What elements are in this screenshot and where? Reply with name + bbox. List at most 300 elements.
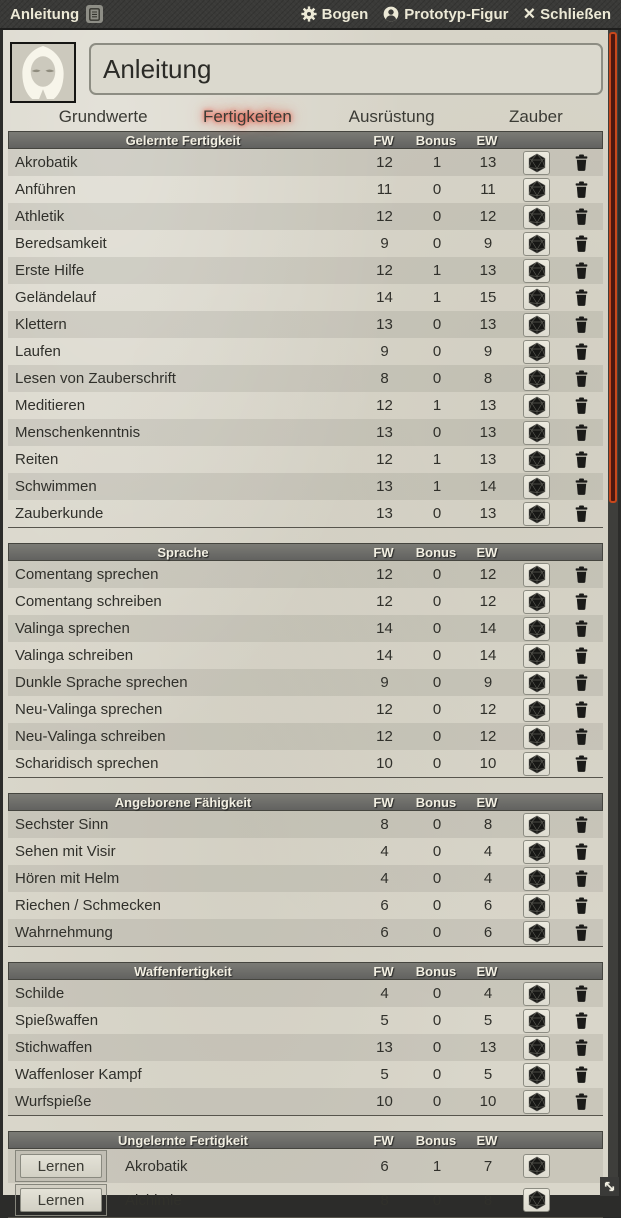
learn-cell xyxy=(15,1150,107,1182)
skill-ew: 9 xyxy=(483,674,493,691)
learn-button[interactable]: Lernen xyxy=(20,1188,102,1212)
skill-row xyxy=(8,838,603,865)
delete-skill-button[interactable] xyxy=(572,1092,592,1111)
d20-die-icon xyxy=(527,700,547,720)
skill-name: Stichwaffen xyxy=(15,1039,93,1056)
skill-ew: 12 xyxy=(479,208,497,225)
roll-die-button[interactable] xyxy=(523,340,550,364)
col-ew: EW xyxy=(476,963,498,979)
tab-grundwerte[interactable] xyxy=(31,107,175,127)
delete-skill-button[interactable] xyxy=(572,619,592,638)
roll-die-button[interactable] xyxy=(523,367,550,391)
skill-fw: 4 xyxy=(380,843,389,860)
skill-fw: 11 xyxy=(376,181,393,198)
skill-fw: 13 xyxy=(376,316,393,333)
roll-die-button[interactable] xyxy=(523,502,550,526)
tab-label: Ausrüstung xyxy=(348,107,435,126)
skill-row xyxy=(8,1007,603,1034)
delete-skill-button[interactable] xyxy=(572,923,592,942)
titlebar-menu xyxy=(301,3,611,25)
untrained-skill-row xyxy=(8,1149,603,1183)
skill-row xyxy=(8,1034,603,1061)
col-ew: EW xyxy=(476,544,498,560)
roll-die-button[interactable] xyxy=(523,1154,550,1178)
skill-fw: 14 xyxy=(376,289,393,306)
skill-bonus: 0 xyxy=(432,566,442,583)
d20-die-icon xyxy=(527,869,547,889)
skill-name: Neu-Valinga schreiben xyxy=(15,728,166,745)
skill-bonus: 1 xyxy=(432,478,442,495)
roll-die-button[interactable] xyxy=(523,725,550,749)
roll-die-button[interactable] xyxy=(523,671,550,695)
tab-zauber[interactable] xyxy=(464,107,608,127)
roll-die-button[interactable] xyxy=(523,894,550,918)
skill-fw: 10 xyxy=(376,755,393,772)
roll-die-button[interactable] xyxy=(523,1063,550,1087)
trash-icon xyxy=(574,154,589,171)
skill-bonus: 0 xyxy=(432,985,442,1002)
d20-die-icon xyxy=(527,234,547,254)
skill-ew: 4 xyxy=(483,870,493,887)
skill-row xyxy=(8,500,603,527)
delete-skill-button[interactable] xyxy=(572,288,592,307)
tab-ausr-stung[interactable] xyxy=(320,107,464,127)
skill-fw: 12 xyxy=(376,593,393,610)
skill-ew: 13 xyxy=(479,154,497,171)
roll-die-button[interactable] xyxy=(523,752,550,776)
delete-skill-button[interactable] xyxy=(572,984,592,1003)
skill-row xyxy=(8,696,603,723)
delete-skill-button[interactable] xyxy=(572,869,592,888)
skill-ew: 14 xyxy=(479,478,497,495)
skill-bonus: 1 xyxy=(432,289,442,306)
roll-die-button[interactable] xyxy=(523,698,550,722)
table-rows xyxy=(8,811,603,946)
trash-icon xyxy=(574,289,589,306)
roll-die-button[interactable] xyxy=(523,259,550,283)
skill-name: Hören mit Helm xyxy=(15,870,120,887)
trash-icon xyxy=(574,316,589,333)
skill-ew: 12 xyxy=(479,566,497,583)
delete-skill-button[interactable] xyxy=(572,450,592,469)
delete-skill-button[interactable] xyxy=(572,396,592,415)
tab-label: Zauber xyxy=(508,107,563,126)
col-fw: FW xyxy=(373,794,394,810)
col-bonus: Bonus xyxy=(415,794,457,810)
skill-name: Anführen xyxy=(15,181,76,198)
skill-name: Athletik xyxy=(15,208,65,225)
tab-label: Fertigkeiten xyxy=(202,107,292,126)
delete-skill-button[interactable] xyxy=(572,646,592,665)
delete-skill-button[interactable] xyxy=(572,727,592,746)
menu-label: Bogen xyxy=(321,5,369,23)
trash-icon xyxy=(574,505,589,522)
skill-ew: 14 xyxy=(479,620,497,637)
skill-row xyxy=(8,419,603,446)
delete-skill-button[interactable] xyxy=(572,842,592,861)
d20-die-icon xyxy=(527,315,547,335)
skill-ew: 13 xyxy=(479,424,497,441)
menu-label: Schließen xyxy=(540,5,611,23)
skill-ew: 10 xyxy=(479,1093,497,1110)
d20-die-icon xyxy=(527,923,547,943)
skill-bonus: 0 xyxy=(432,370,442,387)
skill-row xyxy=(8,1088,603,1115)
delete-skill-button[interactable] xyxy=(572,234,592,253)
skill-row xyxy=(8,723,603,750)
col-bonus: Bonus xyxy=(415,544,457,560)
trash-icon xyxy=(574,181,589,198)
col-fw: FW xyxy=(373,132,394,148)
skill-name: Menschenkenntnis xyxy=(15,424,141,441)
skill-fw: 13 xyxy=(376,424,393,441)
skill-bonus: 0 xyxy=(432,897,442,914)
skill-ew: 5 xyxy=(483,1066,493,1083)
skill-bonus: 0 xyxy=(432,728,442,745)
delete-skill-button[interactable] xyxy=(572,700,592,719)
trash-icon xyxy=(574,728,589,745)
trash-icon xyxy=(574,985,589,1002)
roll-die-button[interactable] xyxy=(523,1036,550,1060)
skill-ew: 6 xyxy=(483,924,493,941)
skill-name: Schilde xyxy=(15,985,65,1002)
skill-table xyxy=(8,793,603,947)
skill-row xyxy=(8,446,603,473)
untrained-rows xyxy=(8,1149,603,1217)
skill-name: Riechen / Schmecken xyxy=(15,897,161,914)
d20-die-icon xyxy=(527,619,547,639)
trash-icon xyxy=(574,208,589,225)
d20-die-icon xyxy=(527,423,547,443)
menu-label: Prototyp-Figur xyxy=(404,5,509,23)
delete-skill-button[interactable] xyxy=(572,180,592,199)
d20-die-icon xyxy=(527,1011,547,1031)
col-ew: EW xyxy=(476,1132,498,1148)
roll-die-button[interactable] xyxy=(523,644,550,668)
skill-fw: 8 xyxy=(380,370,389,387)
trash-icon xyxy=(574,397,589,414)
skill-name: Dunkle Sprache sprechen xyxy=(15,674,188,691)
roll-die-button[interactable] xyxy=(523,232,550,256)
roll-die-button[interactable] xyxy=(523,448,550,472)
skill-bonus: 0 xyxy=(432,1012,442,1029)
d20-die-icon xyxy=(527,727,547,747)
skill-ew: 13 xyxy=(479,262,497,279)
tab-fertigkeiten[interactable] xyxy=(175,107,319,127)
skill-ew: 4 xyxy=(483,843,493,860)
skill-fw: 6 xyxy=(380,924,389,941)
roll-die-button[interactable] xyxy=(523,178,550,202)
skill-name: Comentang sprechen xyxy=(15,566,159,583)
skill-bonus: 0 xyxy=(432,870,442,887)
skill-table xyxy=(8,543,603,778)
skill-name: Alchimie xyxy=(125,1191,182,1209)
delete-skill-button[interactable] xyxy=(572,1038,592,1057)
delete-skill-button[interactable] xyxy=(572,207,592,226)
delete-skill-button[interactable] xyxy=(572,153,592,172)
col-ew: EW xyxy=(476,132,498,148)
skill-bonus: 0 xyxy=(432,181,442,198)
skill-row xyxy=(8,149,603,176)
skill-fw: 6 xyxy=(380,897,389,914)
skill-fw: 13 xyxy=(376,1039,393,1056)
delete-skill-button[interactable] xyxy=(572,369,592,388)
skill-bonus: 0 xyxy=(432,505,442,522)
skill-fw: 13 xyxy=(376,478,393,495)
skill-name: Comentang schreiben xyxy=(15,593,162,610)
skill-row xyxy=(8,615,603,642)
skill-fw: 12 xyxy=(376,154,393,171)
delete-skill-button[interactable] xyxy=(572,673,592,692)
skill-bonus: 1 xyxy=(432,451,442,468)
table-title: Angeborene Fähigkeit xyxy=(114,794,252,810)
resize-arrows-icon xyxy=(602,1179,617,1194)
roll-die-button[interactable] xyxy=(523,475,550,499)
skill-row xyxy=(8,865,603,892)
skill-ew: 13 xyxy=(479,451,497,468)
trash-icon xyxy=(574,1066,589,1083)
delete-skill-button[interactable] xyxy=(572,592,592,611)
skill-name: Wahrnehmung xyxy=(15,924,113,941)
book-icon[interactable] xyxy=(86,5,103,23)
col-bonus: Bonus xyxy=(415,963,457,979)
d20-die-icon xyxy=(527,342,547,362)
skill-bonus: 0 xyxy=(432,235,442,252)
d20-die-icon xyxy=(527,673,547,693)
skill-bonus: 0 xyxy=(432,701,442,718)
roll-die-button[interactable] xyxy=(523,867,550,891)
roll-die-button[interactable] xyxy=(523,286,550,310)
d20-die-icon xyxy=(527,396,547,416)
skill-fw: 5 xyxy=(380,1066,389,1083)
col-bonus: Bonus xyxy=(415,1132,457,1148)
skill-row xyxy=(8,919,603,946)
roll-die-button[interactable] xyxy=(523,394,550,418)
skill-ew: 13 xyxy=(479,505,497,522)
table-title: Ungelernte Fertigkeit xyxy=(117,1132,249,1148)
skill-bonus: 0 xyxy=(432,1039,442,1056)
delete-skill-button[interactable] xyxy=(572,423,592,442)
delete-skill-button[interactable] xyxy=(572,815,592,834)
skill-name: Spießwaffen xyxy=(15,1012,99,1029)
d20-die-icon xyxy=(527,565,547,585)
col-fw: FW xyxy=(373,963,394,979)
delete-skill-button[interactable] xyxy=(572,315,592,334)
skill-fw: 9 xyxy=(380,235,389,252)
trash-icon xyxy=(574,566,589,583)
skill-row xyxy=(8,257,603,284)
table-header xyxy=(8,962,603,980)
skill-fw: 10 xyxy=(376,1093,393,1110)
skill-fw: 12 xyxy=(376,728,393,745)
trash-icon xyxy=(574,1039,589,1056)
skill-name: Neu-Valinga sprechen xyxy=(15,701,163,718)
skill-name: Valinga sprechen xyxy=(15,620,130,637)
trash-icon xyxy=(574,343,589,360)
window-title: Anleitung xyxy=(10,5,80,23)
trash-icon xyxy=(574,235,589,252)
trash-icon xyxy=(574,478,589,495)
character-avatar[interactable] xyxy=(10,42,76,103)
untrained-skill-row xyxy=(8,1183,603,1217)
table-title: Waffenfertigkeit xyxy=(134,963,232,979)
character-name-input[interactable] xyxy=(89,43,603,95)
d20-die-icon xyxy=(527,369,547,389)
d20-die-icon xyxy=(527,504,547,524)
d20-die-icon xyxy=(527,288,547,308)
skill-bonus: 0 xyxy=(432,1066,442,1083)
skill-ew: 9 xyxy=(483,235,493,252)
skill-ew: 6 xyxy=(483,897,493,914)
skill-table xyxy=(8,131,603,528)
table-header xyxy=(8,543,603,561)
delete-skill-button[interactable] xyxy=(572,565,592,584)
d20-die-icon xyxy=(527,450,547,470)
d20-die-icon xyxy=(527,1156,547,1176)
delete-skill-button[interactable] xyxy=(572,1011,592,1030)
roll-die-button[interactable] xyxy=(523,921,550,945)
tabs xyxy=(3,106,608,128)
skill-name: Klettern xyxy=(15,316,67,333)
skill-bonus: 0 xyxy=(432,316,442,333)
skill-ew: 8 xyxy=(483,1191,493,1209)
learn-button[interactable]: Lernen xyxy=(20,1154,102,1178)
trash-icon xyxy=(574,870,589,887)
skill-fw: 8 xyxy=(380,816,389,833)
skill-name: Erste Hilfe xyxy=(15,262,85,279)
skill-bonus: 1 xyxy=(432,154,442,171)
d20-die-icon xyxy=(527,815,547,835)
skill-name: Scharidisch sprechen xyxy=(15,755,159,772)
skill-ew: 10 xyxy=(479,755,497,772)
d20-die-icon xyxy=(527,1065,547,1085)
roll-die-button[interactable] xyxy=(523,813,550,837)
table-title: Sprache xyxy=(157,544,209,560)
skill-name: Akrobatik xyxy=(15,154,78,171)
d20-die-icon xyxy=(527,896,547,916)
delete-skill-button[interactable] xyxy=(572,754,592,773)
menu-item-figure[interactable] xyxy=(383,6,508,23)
trash-icon xyxy=(574,370,589,387)
tab-label: Grundwerte xyxy=(58,107,148,126)
person-icon xyxy=(383,6,399,22)
close-icon: × xyxy=(523,3,536,25)
roll-die-button[interactable] xyxy=(523,151,550,175)
roll-die-button[interactable] xyxy=(523,590,550,614)
skill-fw: 12 xyxy=(376,701,393,718)
skill-ew: 4 xyxy=(483,985,493,1002)
skill-row xyxy=(8,588,603,615)
skill-ew: 15 xyxy=(479,289,497,306)
titlebar xyxy=(0,0,621,30)
skill-row xyxy=(8,311,603,338)
trash-icon xyxy=(574,816,589,833)
roll-die-button[interactable] xyxy=(523,1090,550,1114)
d20-die-icon xyxy=(527,180,547,200)
skill-name: Sehen mit Visir xyxy=(15,843,116,860)
skill-name: Lesen von Zauberschrift xyxy=(15,370,176,387)
d20-die-icon xyxy=(527,153,547,173)
skill-row xyxy=(8,365,603,392)
trash-icon xyxy=(574,674,589,691)
skill-ew: 11 xyxy=(480,181,496,198)
trash-icon xyxy=(574,843,589,860)
delete-skill-button[interactable] xyxy=(572,504,592,523)
roll-die-button[interactable] xyxy=(523,421,550,445)
roll-die-button[interactable] xyxy=(523,617,550,641)
skill-name: Sechster Sinn xyxy=(15,816,109,833)
menu-item-close[interactable] xyxy=(523,3,611,25)
delete-skill-button[interactable] xyxy=(572,896,592,915)
roll-die-button[interactable] xyxy=(523,205,550,229)
skill-fw: 9 xyxy=(380,674,389,691)
col-fw: FW xyxy=(373,544,394,560)
skill-row xyxy=(8,473,603,500)
skill-row xyxy=(8,561,603,588)
delete-skill-button[interactable] xyxy=(572,261,592,280)
roll-die-button[interactable] xyxy=(523,982,550,1006)
table-header xyxy=(8,793,603,811)
delete-skill-button[interactable] xyxy=(572,1065,592,1084)
trash-icon xyxy=(574,755,589,772)
skill-tables xyxy=(3,131,608,1116)
skill-name: Reiten xyxy=(15,451,59,468)
scrollbar-thumb[interactable] xyxy=(609,32,617,503)
skill-ew: 13 xyxy=(479,1039,497,1056)
skill-fw: 12 xyxy=(376,566,393,583)
roll-die-button[interactable] xyxy=(523,563,550,587)
character-sheet xyxy=(3,30,608,1209)
scrollbar-track[interactable] xyxy=(608,30,618,1195)
skill-fw: 12 xyxy=(376,262,393,279)
skill-bonus: 0 xyxy=(432,816,442,833)
skill-row xyxy=(8,392,603,419)
skill-ew: 5 xyxy=(483,1012,493,1029)
roll-die-button[interactable] xyxy=(523,1009,550,1033)
skill-bonus: 0 xyxy=(432,843,442,860)
table-rows xyxy=(8,561,603,777)
d20-die-icon xyxy=(527,646,547,666)
roll-die-button[interactable] xyxy=(523,840,550,864)
delete-skill-button[interactable] xyxy=(572,342,592,361)
trash-icon xyxy=(574,451,589,468)
table-header xyxy=(8,1131,603,1149)
skill-name: Wurfspieße xyxy=(15,1093,92,1110)
hooded-figure-icon xyxy=(12,44,74,101)
skill-fw: 13 xyxy=(376,505,393,522)
resize-handle[interactable] xyxy=(600,1177,619,1196)
roll-die-button[interactable] xyxy=(523,313,550,337)
d20-die-icon xyxy=(527,842,547,862)
skill-bonus: 0 xyxy=(432,343,442,360)
delete-skill-button[interactable] xyxy=(572,477,592,496)
roll-die-button[interactable] xyxy=(523,1188,550,1212)
skill-fw: 8 xyxy=(380,1191,389,1209)
skill-fw: 14 xyxy=(376,620,393,637)
table-header xyxy=(8,131,603,149)
skill-bonus: 1 xyxy=(432,1157,442,1175)
d20-die-icon xyxy=(527,477,547,497)
skill-bonus: 0 xyxy=(432,208,442,225)
col-fw: FW xyxy=(373,1132,394,1148)
d20-die-icon xyxy=(527,261,547,281)
skill-ew: 7 xyxy=(483,1157,493,1175)
trash-icon xyxy=(574,647,589,664)
skill-table xyxy=(8,962,603,1116)
skill-row xyxy=(8,1061,603,1088)
skill-bonus: 0 xyxy=(432,674,442,691)
menu-item-bogen[interactable] xyxy=(301,6,369,23)
